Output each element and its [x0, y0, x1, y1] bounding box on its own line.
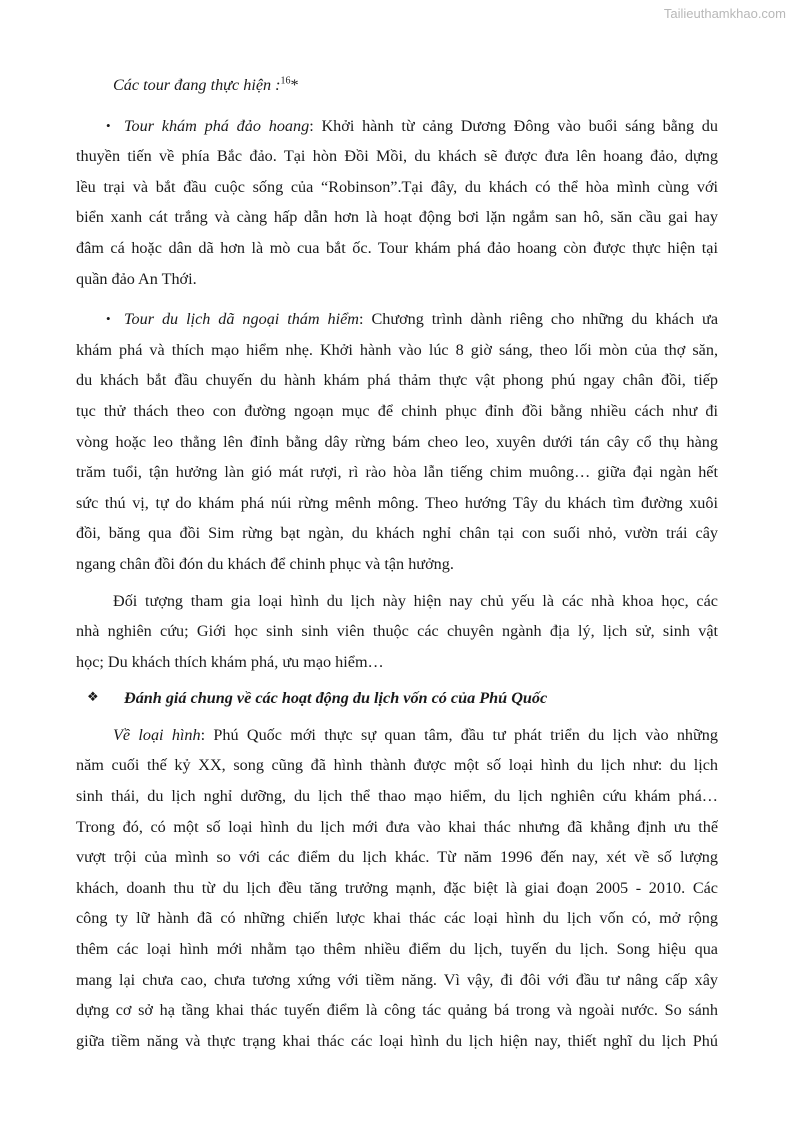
assessment-line: Về loại hình: Phú Quốc mới thực sự quan tâm, đầu tư phát triển du lịch vào những — [113, 725, 718, 744]
bullet-icon: • — [106, 117, 111, 133]
assessment-label: Về loại hình — [113, 725, 201, 744]
intro-label: Các tour đang thực hiện : — [113, 76, 281, 94]
tour2-line: tục thử thách theo con đường ngoạn mục để chinh phục đỉnh đồi bằng nhiều cách như đi — [76, 401, 718, 420]
assessment-line: giữa tiềm năng và thực trạng khai thác các loại hình du lịch hiện nay, thiết nghĩ du lịch Phú — [76, 1031, 718, 1050]
participants-line: Đối tượng tham gia loại hình du lịch này hiện nay chủ yếu là các nhà khoa học, các — [113, 591, 718, 610]
tour1-line: thuyền tiến về phía Bắc đảo. Tại hòn Đồi Mồi, du khách sẽ được đưa lên hoang đảo, dựng — [76, 147, 718, 166]
assessment-line: năm cuối thế kỷ XX, song cũng đã hình thành được một số loại hình du lịch như: du lịch — [76, 756, 718, 775]
tour1-line: quần đảo An Thới. — [76, 269, 197, 288]
assessment-line: sinh thái, du lịch nghỉ dưỡng, du lịch thể thao mạo hiểm, du lịch nghiên cứu khám phá… — [76, 787, 718, 806]
intro-suffix: * — [290, 76, 299, 94]
tour1-line: • Tour khám phá đảo hoang: Khởi hành từ cảng Dương Đông vào buổi sáng bằng du — [76, 111, 718, 142]
assessment-line: khách, doanh thu từ du lịch đều tăng trưởng mạnh, đặc biệt là giai đoạn 2005 - 2010. Các — [76, 878, 718, 897]
tour2-line: du khách bắt đầu chuyến du hành khám phá thảm thực vật phong phú ngay chân đồi, tiếp — [76, 371, 718, 390]
participants-paragraph — [76, 586, 718, 678]
assessment-line: công ty lữ hành đã có những chiến lược khai thác các loại hình du lịch vốn có, mở rộng — [76, 909, 718, 928]
tour2-line: trăm tuổi, tận hưởng làn gió mát rượi, rì rào hòa lẫn tiếng chim muông… giữa đại ngàn hết — [76, 463, 718, 482]
tour2-line: sức thú vị, tự do khám phá núi rừng mênh mông. Theo hướng Tây du khách tìm đường xuôi — [76, 493, 718, 512]
tour1-line: đâm cá hoặc dân dã hơn là mò cua bắt ốc. Tour khám phá đảo hoang còn được thực hiện tại — [76, 238, 718, 257]
tour1-line: lều trại và bắt đầu cuộc sống của “Robinson”.Tại đây, du khách có thể hòa mình cùng với — [76, 177, 718, 196]
tour1-line: biển xanh cát trắng và càng hấp dẫn hơn là hoạt động bơi lặn ngắm san hô, săn cầu gai hay — [76, 208, 718, 227]
participants-line: học; Du khách thích khám phá, ưu mạo hiểm… — [76, 652, 384, 671]
participants-line: nhà nghiên cứu; Giới học sinh sinh viên thuộc các chuyên ngành địa lý, lịch sử, sinh vật — [76, 622, 718, 641]
tour2-line: ngang chân đồi đón du khách để chinh phục và tận hưởng. — [76, 554, 454, 573]
assessment-line: Trong đó, có một số loại hình du lịch mới đưa vào khai thác nhưng đã khẳng định ưu thế — [76, 817, 718, 836]
tour2-line: vòng hoặc leo thẳng lên đỉnh bằng dây rừng bám cheo leo, xuyên dưới tán cây cổ thụ hàng — [76, 432, 718, 451]
intro-heading — [76, 70, 718, 101]
tour1-title: Tour khám phá đảo hoang — [124, 116, 310, 135]
watermark: Tailieuthamkhao.com — [663, 6, 786, 21]
assessment-line: dựng cơ sở hạ tầng khai thác tuyến điểm là công tác quảng bá trong và ngoài nước. So sánh — [76, 1001, 718, 1020]
tour2-line: khám phá và thích mạo hiểm nhẹ. Khởi hành vào lúc 8 giờ sáng, theo lối mòn của thợ săn, — [76, 340, 718, 359]
document-page — [76, 70, 718, 1056]
tour1-paragraph — [76, 111, 718, 295]
assessment-line: thêm các loại hình mới nhằm tạo thêm nhiều điểm du lịch, tuyến du lịch. Song hiệu qua — [76, 940, 718, 959]
tour2-paragraph — [76, 304, 718, 579]
assessment-line: mang lại chưa cao, chưa tương xứng với tiềm năng. Vì vậy, đi đôi với đầu tư nâng cấp xây — [76, 970, 718, 989]
section-title: Đánh giá chung về các hoạt động du lịch vốn có của Phú Quốc — [124, 689, 548, 708]
tour2-title: Tour du lịch dã ngoại thám hiểm — [124, 310, 360, 329]
bullet-icon: • — [106, 311, 111, 327]
footnote-ref: 16 — [280, 75, 291, 87]
tour2-line: • Tour du lịch dã ngoại thám hiểm: Chương trình dành riêng cho những du khách ưa — [76, 304, 718, 335]
tour2-line: đồi, băng qua đồi Sim rừng bạt ngàn, du khách nghỉ chân tại con suối nhỏ, vườn trái cây — [76, 524, 718, 543]
diamond-bullet-icon: ❖ — [87, 690, 99, 706]
assessment-line: vượt trội của mình so với các điểm du lịch khác. Từ năm 1996 đến nay, xét về số lượng — [76, 848, 718, 867]
assessment-paragraph — [76, 720, 718, 1057]
section-heading — [76, 683, 718, 714]
